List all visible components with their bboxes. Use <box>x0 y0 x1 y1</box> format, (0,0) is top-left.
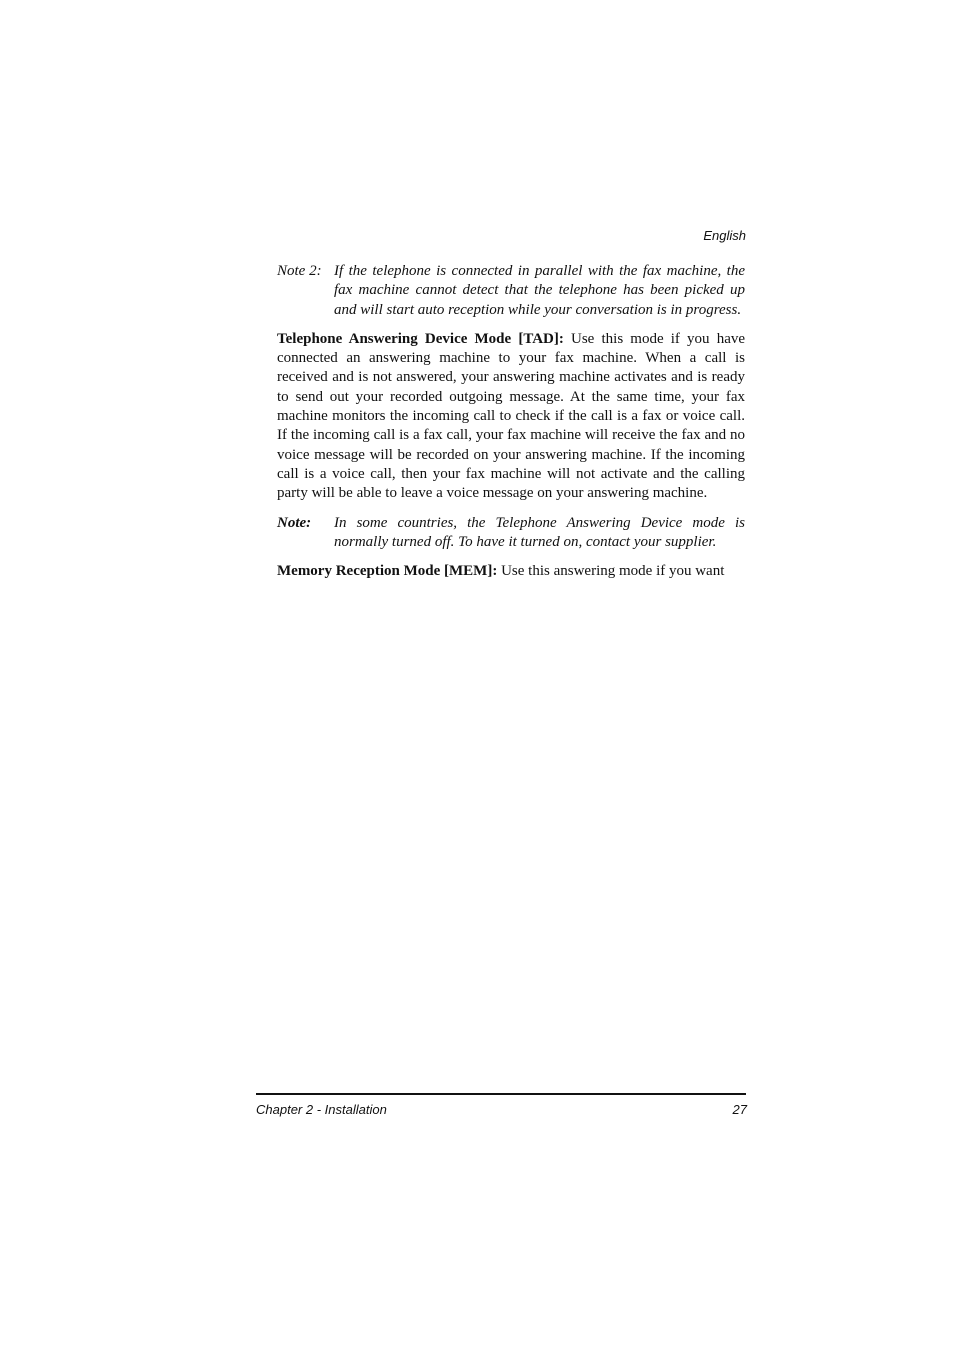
header-language: English <box>703 228 746 243</box>
tad-text: Use this mode if you have connected an answering machine to your fax machine. When a call is received and is not answered, your answering machine activates and is ready to send out your recorded outgoing message. At the same time, your fax machine monitors the incoming call to check if the call is a fax or voice call. If the incoming call is a fax call, your fax machine will receive the fax and no voice message will be recorded on your answering machine. If the incoming call is a voice call, then your fax machine will not activate and the calling party will be able to leave a voice message on your answering machine. <box>277 330 746 502</box>
note-tad <box>277 514 745 553</box>
mem-heading: Memory Reception Mode [MEM]: <box>277 563 498 580</box>
note-tad-label: Note: <box>277 514 312 531</box>
mem-text: Use this answering mode if you want <box>497 563 725 580</box>
footer-page-number: 27 <box>732 1102 747 1117</box>
footer-chapter: Chapter 2 - Installation <box>256 1102 387 1117</box>
tad-heading: Telephone Answering Device Mode [TAD]: <box>277 330 564 347</box>
footer-divider <box>256 1093 746 1095</box>
page-content <box>277 262 745 591</box>
note-2-text: If the telephone is connected in parallel with the fax machine, the fax machine cannot detect that the telephone has been picked up and will start auto reception while your conversation is in progress. <box>334 263 745 318</box>
tad-paragraph <box>277 330 745 504</box>
note-2-label: Note 2: <box>277 263 322 279</box>
note-tad-text: In some countries, the Telephone Answering Device mode is normally turned off. To have it turned on, contact your supplier. <box>334 514 745 550</box>
note-2 <box>277 262 745 320</box>
mem-paragraph <box>277 562 745 581</box>
